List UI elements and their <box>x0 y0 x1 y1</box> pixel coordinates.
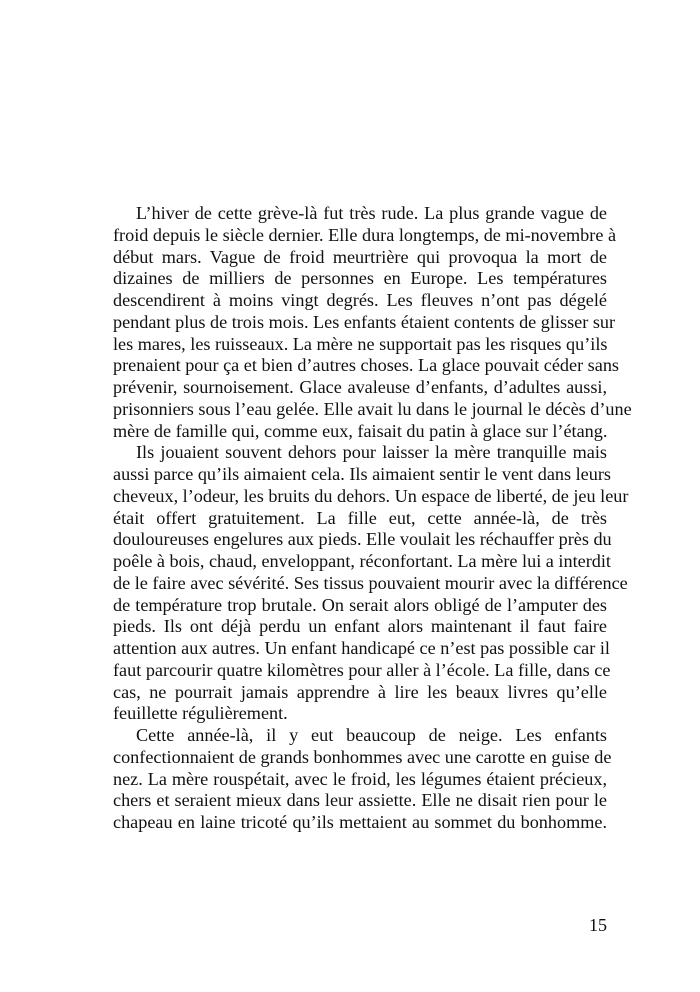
text-line: début mars. Vague de froid meurtrière qui provoqua la mort de <box>113 246 607 267</box>
text-line: cas, ne pourrait jamais apprendre à lire les beaux livres qu’elle <box>113 681 607 702</box>
text-line: nez. La mère rouspétait, avec le froid, les légumes étaient précieux, <box>113 768 607 789</box>
text-line: pendant plus de trois mois. Les enfants étaient contents de glisser sur <box>113 311 616 332</box>
text-line: confectionnaient de grands bonhommes avec une carotte en guise de <box>113 746 612 767</box>
text-line: était offert gratuitement. La fille eut, cette année-là, de très <box>113 507 607 528</box>
text-line: attention aux autres. Un enfant handicapé ce n’est pas possible car il <box>113 638 610 658</box>
text-line: les mares, les ruisseaux. La mère ne supportait pas les risques qu’ils <box>113 333 608 354</box>
text-line: feuillette régulièrement. <box>113 703 288 724</box>
text-line: Ils jouaient souvent dehors pour laisser la mère tranquille mais <box>136 442 607 463</box>
body-text <box>113 203 632 834</box>
text-line: chapeau en laine tricoté qu’ils mettaient au sommet du bonhomme. <box>113 812 607 832</box>
text-line: mère de famille qui, comme eux, faisait du patin à glace sur l’étang. <box>113 420 608 441</box>
text-line: descendirent à moins vingt degrés. Les fleuves n’ont pas dégelé <box>113 290 607 310</box>
text-line: poêle à bois, chaud, enveloppant, réconfortant. La mère lui a interdit <box>113 551 611 571</box>
text-line: douloureuses engelures aux pieds. Elle voulait les réchauffer près du <box>113 529 612 550</box>
text-line: faut parcourir quatre kilomètres pour aller à l’école. La fille, dans ce <box>113 659 611 680</box>
text-line: chers et seraient mieux dans leur assiette. Elle ne disait rien pour le <box>113 790 607 811</box>
text-line: froid depuis le siècle dernier. Elle dura longtemps, de mi-novembre à <box>113 224 617 245</box>
text-line: prenaient pour ça et bien d’autres choses. La glace pouvait céder sans <box>113 355 619 376</box>
text-line: aussi parce qu’ils aimaient cela. Ils aimaient sentir le vent dans leurs <box>113 464 611 484</box>
text-line: Cette année-là, il y eut beaucoup de neige. Les enfants <box>136 725 607 745</box>
text-line: L’hiver de cette grève-là fut très rude. La plus grande vague de <box>136 203 607 223</box>
text-line: de température trop brutale. On serait alors obligé de l’amputer des <box>113 594 607 615</box>
text-line: prisonniers sous l’eau gelée. Elle avait lu dans le journal le décès d’une <box>113 398 632 419</box>
page-number: 15 <box>589 915 607 935</box>
text-line: prévenir, sournoisement. Glace avaleuse d’enfants, d’adultes aussi, <box>113 377 607 397</box>
text-line: de le faire avec sévérité. Ses tissus pouvaient mourir avec la différence <box>113 572 628 593</box>
text-line: pieds. Ils ont déjà perdu un enfant alors maintenant il faut faire <box>113 616 607 637</box>
text-line: dizaines de milliers de personnes en Europe. Les températures <box>113 268 607 289</box>
text-line: cheveux, l’odeur, les bruits du dehors. Un espace de liberté, de jeu leur <box>113 485 629 506</box>
